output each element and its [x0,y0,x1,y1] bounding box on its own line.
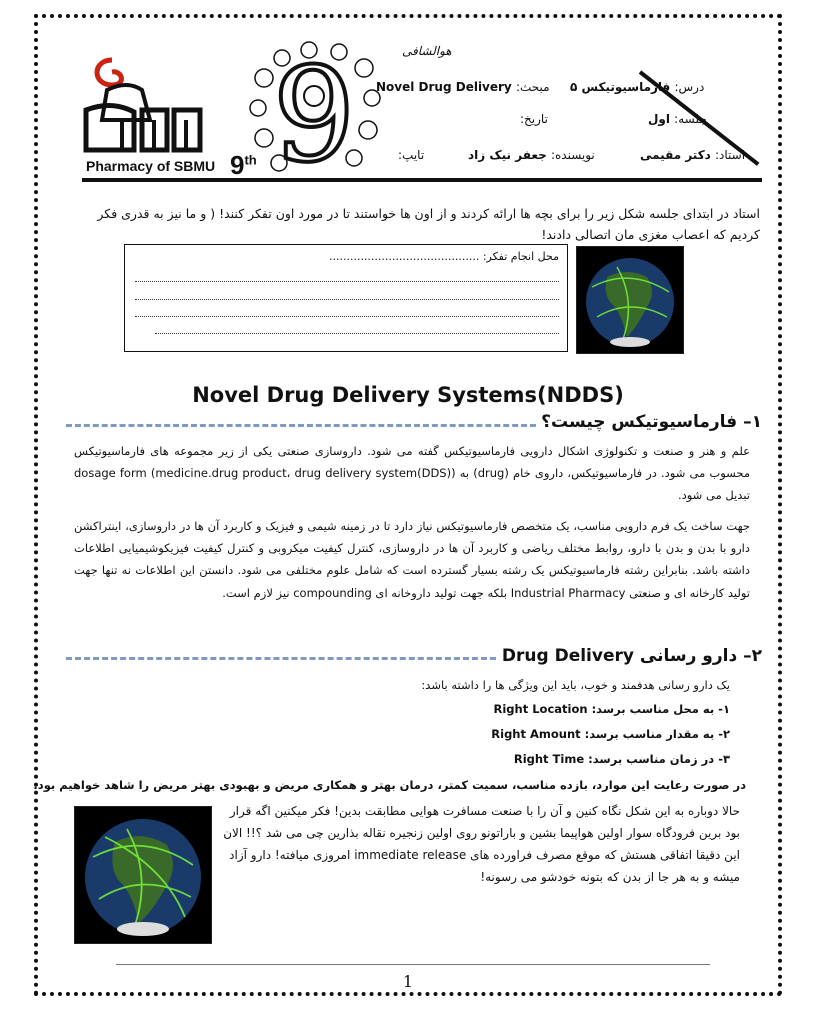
typist-label: تایپ: [398,148,425,162]
session-field [648,112,707,126]
writer-field [468,148,595,162]
intro-text: استاد در ابتدای جلسه شکل زیر را برای بچه ها ارائه کردند و از اون ها خواستند تا در مورد اون تفکر کنند! ( و ما نیز به قدری فکر کردیم که اعصاب مغزی مان اتصالی دادند! [97,206,760,242]
dotted-line [135,316,559,317]
ninth-number: 9 [230,150,245,180]
section2-intro: یک دارو رسانی هدفمند و خوب، باید این ویژگی ها را داشته باشد: [421,678,730,692]
session-label: جلسه: [674,112,707,126]
thinking-box-label: محل انجام تفکر: ........................................... [328,250,559,263]
session-value: اول [648,112,670,126]
ninth-label [230,150,257,181]
topic-label: مبحث: [515,80,550,94]
topic-value: Novel Drug Delivery [376,80,512,94]
page-number: 1 [402,972,414,991]
section2-heading: ۲– دارو رسانی Drug Delivery [501,646,762,666]
thinking-box [124,244,568,352]
course-label: درس: [674,80,705,94]
handwritten-note: حالا دوباره به این شکل نگاه کنین و آن را با صنعت مسافرت هوایی مطابقت بدین! فکر میکنین اگه قرار بود برین فرودگاه سوار اولین هواپیما بشین و باراتونو روی اولین زنجیره نقاله بذارین چی می شد ؟!! الان این دقیقا اتفاقی هستش که موقع مصرف فراورده های immediate release امروزی میافته! دارو آزاد میشه و به هر جا از بدن که بتونه خودشو می رسونه! [223,804,740,884]
teacher-value: دکتر مقیمی [640,148,711,162]
globe-image [74,806,212,944]
course-field [570,80,704,94]
dotted-line [155,333,559,334]
section2-dashed-rule [66,657,496,660]
writer-value: جعفر نیک زاد [468,148,547,162]
main-title: Novel Drug Delivery Systems(NDDS) [192,383,624,407]
svg-text:9: 9 [272,39,356,183]
course-value: فارماسیوتیکس ۵ [570,80,671,94]
heading-blessing: هوالشافی [402,44,452,58]
requirement-item: ۳- در زمان مناسب برسد: Right Time [513,752,730,766]
section1-paragraph-1: علم و هنر و صنعت و تکنولوژی اشکال دارویی فارماسیوتیکس گفته می شود. داروسازی صنعتی یکی از زیر مجموعه های فارماسیوتیکس محسوب می شود. در فارماسیوتیکس، داروی خام (drug) به (medicine.drug product، drug delivery system(DDS)) dosage form تبدیل می شود. [74,444,750,503]
teacher-field [640,148,745,162]
writer-label: نویسنده: [550,148,595,162]
footer-rule [116,964,710,965]
dotted-line [135,281,559,282]
logo-caption: Pharmacy of SBMU [86,158,216,174]
section2-conclusion: در صورت رعایت این موارد، بازده مناسب، سمیت کمتر، درمان بهتر و همکاری مریض و بهبودی بهتر مریض را شاهد خواهیم بود. [33,778,746,792]
section1-dashed-rule [66,424,536,427]
ninth-class-emblem [244,38,384,183]
teacher-label: استاد: [715,148,746,162]
globe-image [576,246,684,354]
ninth-suffix: th [244,152,257,168]
section1-paragraph-2: جهت ساخت یک فرم دارویی مناسب، یک متخصص فارماسیوتیکس نیاز دارد تا در زمینه شیمی و فیزیک و کاربرد آن ها در داروسازی، اینتراکشن دارو با بدن و بدن با دارو، روابط مختلف ریاضی و کاربرد آن ها در داروسازی، کنترل کیفیت میکروبی و کنترل کیفیت فیزیکوشیمیایی اطلاعات داشته باشد. بنابراین رشته فارماسیوتیکس یک رشته بسیار گسترده است که شامل علوم مختلفی می شود. دانستن این اطلاعات نه تنها جهت تولید کارخانه ای و صنعتی Industrial Pharmacy بلکه جهت تولید داروخانه ای compounding نیز لازم است. [74,519,750,600]
section1-heading: ۱– فارماسیوتیکس چیست؟ [541,412,762,432]
date-label: تاریخ: [520,112,548,126]
topic-field [376,80,550,94]
dotted-line [135,299,559,300]
requirement-item: ۱- به محل مناسب برسد: Right Location [493,702,730,716]
requirement-item: ۲- به مقدار مناسب برسد: Right Amount [491,727,730,741]
